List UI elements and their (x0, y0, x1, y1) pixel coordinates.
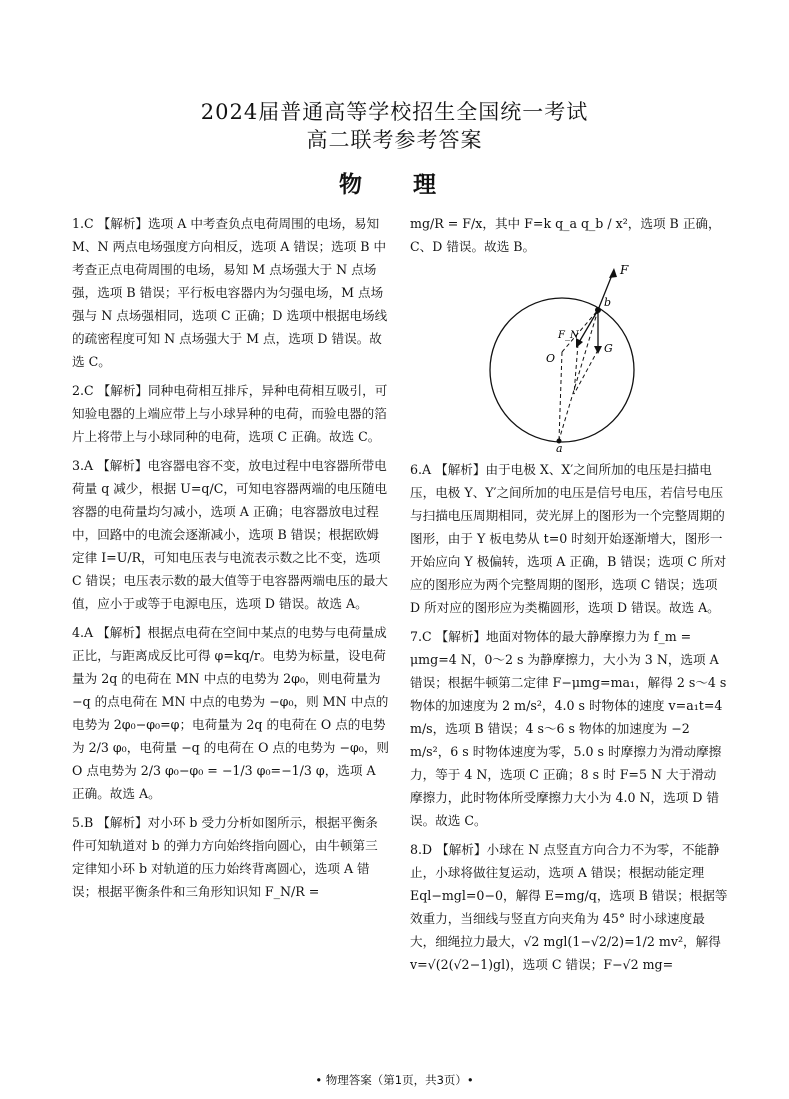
ring-b (595, 307, 601, 313)
answer-q8: 8.D 【解析】小球在 N 点竖直方向合力不为零，不能静止，小球将做往复运动，选项 A 错误；根据动能定理 Eql−mgl=0−0，解得 E=mg/q，选项 B 错误；根据等效重力，当细线与竖直方向夹角为 45° 时小球速度最大，细绳拉力最大，√2 mgl(1−√2/2)=1/2 mv²，解得 v=√(2(√2−1)gl)，选项 C 错误；F−√2 mg= (410, 842, 728, 972)
label-g: G (604, 342, 613, 355)
answer-q7: 7.C 【解析】地面对物体的最大静摩擦力为 f_m = μmg=4 N，0～2 s 为静摩擦力，大小为 3 N，选项 A 错误；根据牛顿第二定律 F−μmg=ma₁，解得 2 s～4 s 物体的加速度为 2 m/s²，4.0 s 时物体的速度 v=a₁t=4 m/s，选项 B 错误；4 s～6 s 物体的加速度为 −2 m/s²，6 s 时物体速度为零，5.0 s 时摩擦力为滑动摩擦力，等于 4 N，选项 C 正确；8 s 时 F=5 N 大于滑动摩擦力，此时物体所受摩擦力大小为 4.0 N，选项 D 错误。故选 C。 (410, 629, 727, 828)
label-o: O (546, 352, 556, 365)
answer-q4: 4.A 【解析】根据点电荷在空间中某点的电势与电荷量成正比，与距离成反比可得 φ=kq/r。电势为标量，设电荷量为 2q 的电荷在 MN 中点的电势为 2φ₀，则电荷量为 −q 的点电荷在 MN 中点的电势为 −φ₀，则 MN 中点的电势为 2φ₀−φ₀=φ；电荷量为 2q 的电荷在 O 点的电势为 2/3 φ₀，电荷量 −q 的电荷在 O 点的电势为 −φ₀，则 O 点电势为 2/3 φ₀−φ₀ = −1/3 φ₀=−1/3 φ，选项 A 正确。故选 A。 (72, 625, 390, 801)
answer-q5-continued: mg/R = F/x，其中 F=k q_a q_b / x²，选项 B 正确，C、D 错误。故选 B。 (410, 216, 721, 254)
subject-title: 物 理 (339, 171, 450, 198)
force-diagram (484, 262, 654, 452)
label-fn: F_N (558, 330, 579, 341)
left-column (72, 212, 390, 903)
right-column (410, 212, 728, 976)
answer-q1: 1.C 【解析】选项 A 中考查负点电荷周围的电场，易知 M、N 两点电场强度方向相反，选项 A 错误；选项 B 中考查正点电荷周围的电场，易知 M 点场强大于 N 点场强，选项 B 错误；平行板电容器内为匀强电场，M 点场强与 N 点场强相同，选项 C 正确；D 选项中根据电场线的疏密程度可知 N 点场强大于 M 点，选项 D 错误。故选 C。 (72, 216, 388, 369)
force-f-arrowhead (609, 268, 617, 278)
dashed-parallelogram (574, 350, 598, 394)
answer-q5: 5.B 【解析】对小环 b 受力分析如图所示，根据平衡条件可知轨道对 b 的弹力方向始终指向圆心，由牛顿第三定律知小环 b 对轨道的压力始终背离圆心，选项 A 错误；根据平衡条件和三角形知识知 F_N/R = (72, 815, 378, 899)
answer-q2: 2.C 【解析】同种电荷相互排斥，异种电荷相互吸引，可知验电器的上端应带上与小球异种的电荷，而验电器的箔片上将带上与小球同种的电荷，选项 C 正确。故选 C。 (72, 383, 388, 444)
dashed-parallelogram-2 (574, 344, 578, 394)
label-f: F (620, 263, 629, 277)
answer-q3: 3.A 【解析】电容器电容不变，放电过程中电容器所带电荷量 q 减少，根据 U=q/C，可知电容器两端的电压随电容器的电荷量均匀减小，选项 A 正确；电容器放电过程中，回路中的电流会逐渐减小，选项 B 错误；根据欧姆定律 I=U/R，可知电压表与电流表示数之比不变，选项 C 错误；电压表示数的最大值等于电容器两端电压的最大值，应小于或等于电源电压，选项 D 错误。故选 A。 (72, 458, 388, 611)
answer-q6: 6.A 【解析】由于电极 X、X′之间所加的电压是扫描电压，电极 Y、Y′之间所加的电压是信号电压，若信号电压与扫描电压周期相同，荧光屏上的图形为一个完整周期的图形，由于 Y 板电势从 t=0 时刻开始逐渐增大，图形一开始应向 Y 极偏转，选项 A 正确，B 错误；选项 C 所对应的图形应为两个完整周期的图形，选项 C 错误；选项 D 所对应的图形应为类椭圆形，选项 D 错误。故选 A。 (410, 462, 727, 615)
page-footer: • 物理答案（第1页，共3页）• (315, 1073, 474, 1087)
exam-title: 2024届普通高等学校招生全国统一考试 (200, 100, 589, 124)
circular-track (490, 298, 634, 442)
answer-title: 高二联考参考答案 (306, 128, 483, 152)
label-b: b (604, 296, 612, 309)
force-fn-arrow (578, 310, 598, 344)
dashed-o-to-a (559, 352, 562, 440)
label-a: a (556, 442, 563, 452)
